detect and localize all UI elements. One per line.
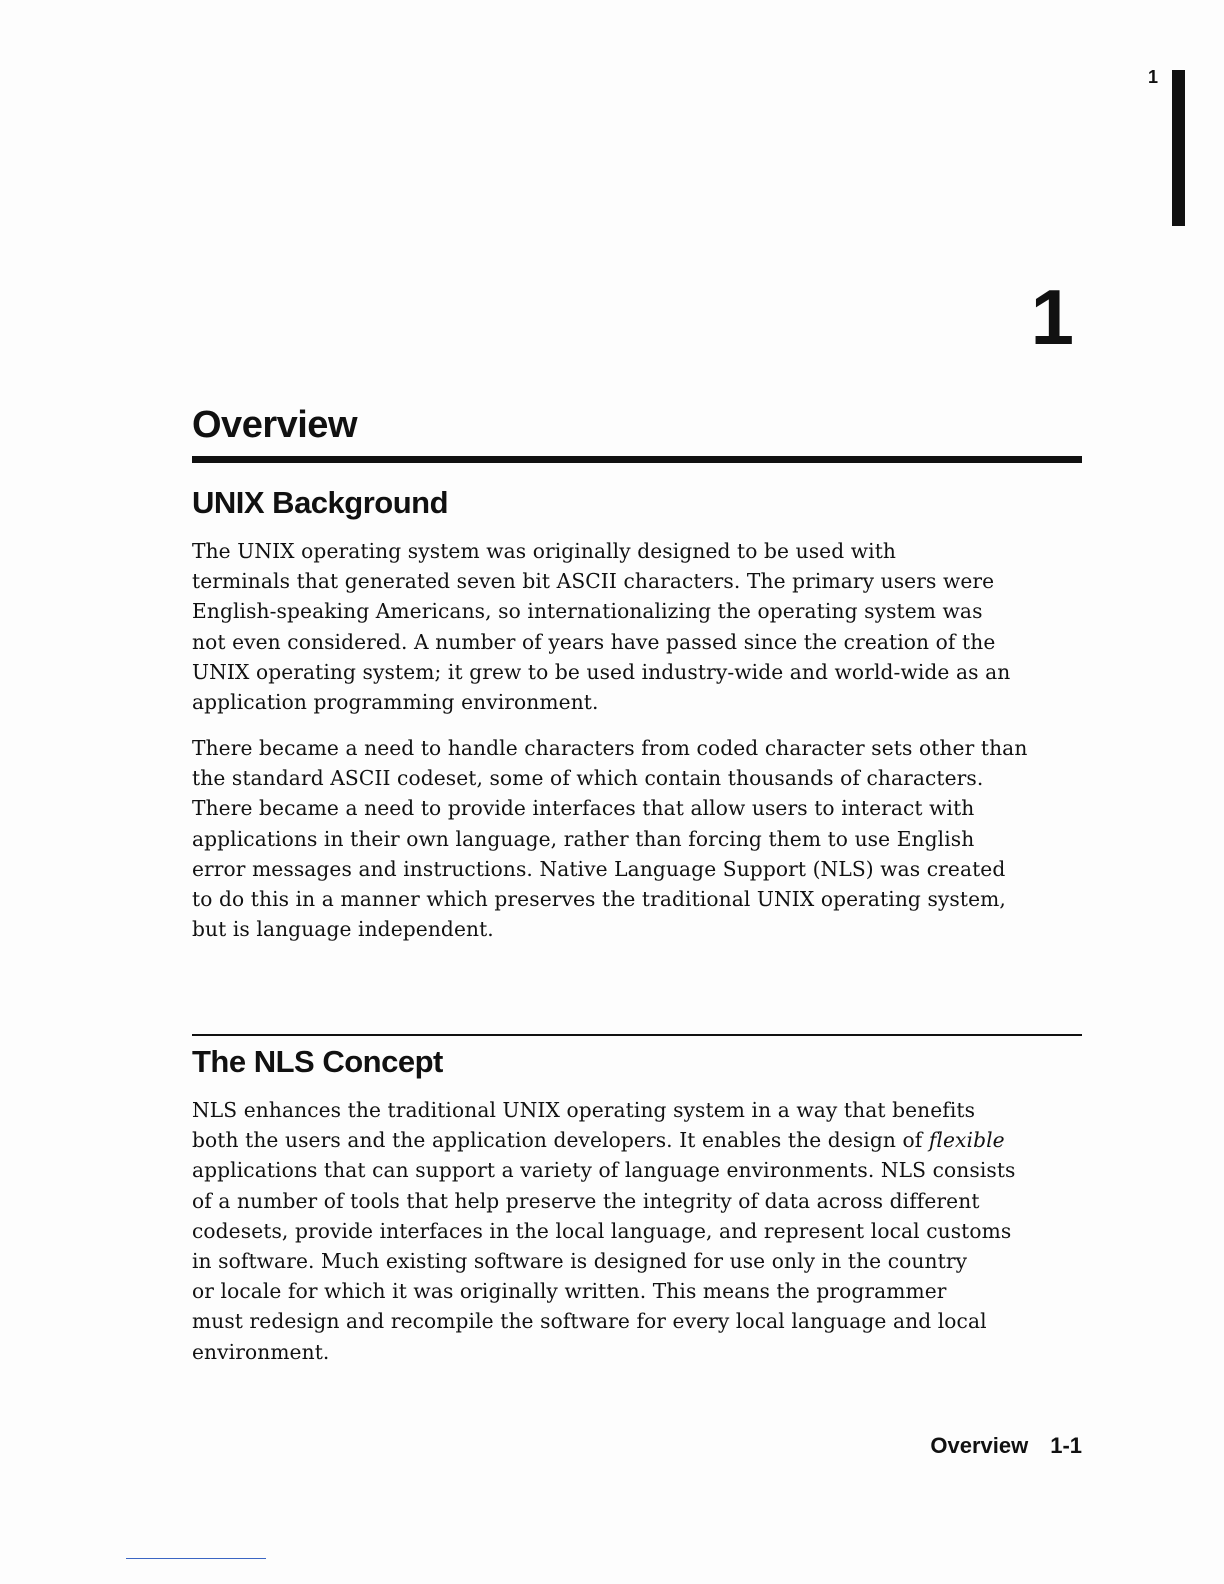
section-heading-nls-concept: The NLS Concept [192,1044,443,1079]
page-number: 1-1 [1050,1433,1082,1458]
text-line: There became a need to provide interfaces that allow users to interact with [192,796,975,821]
text-line: of a number of tools that help preserve the integrity of data across different [192,1188,980,1213]
text-line: codesets, provide interfaces in the local language, and represent local customs [192,1218,1012,1243]
text-line: or locale for which it was originally written. This means the programmer [192,1279,947,1304]
emphasis-text: flexible [928,1128,1005,1153]
text-line: applications that can support a variety of language environments. NLS consists [192,1158,1016,1183]
text-line [192,1125,1087,1155]
footer-section-name: Overview [930,1433,1029,1458]
text-line: applications in their own language, rather than forcing them to use English [192,826,975,851]
text-line: in software. Much existing software is designed for use only in the country [192,1249,968,1274]
chapter-title: Overview [192,404,357,446]
paragraph [192,733,1087,944]
text-line: UNIX operating system; it grew to be used industry-wide and world-wide as an [192,659,1011,684]
thumb-tab-bar [1172,70,1185,226]
chapter-title-rule [192,456,1082,463]
text-line: NLS enhances the traditional UNIX operating system in a way that benefits [192,1098,976,1122]
text-line: environment. [192,1339,330,1364]
text-line: but is language independent. [192,917,494,942]
bottom-edge-mark [126,1558,266,1559]
text-line: the standard ASCII codeset, some of which contain thousands of characters. [192,766,984,791]
text-line: application programming environment. [192,690,599,715]
text-line: There became a need to handle characters from coded character sets other than [192,736,1028,760]
paragraph [192,536,1087,717]
paragraph [192,1095,1087,1367]
section-heading-unix-background: UNIX Background [192,485,449,520]
text-line: not even considered. A number of years have passed since the creation of the [192,629,996,654]
text-line: must redesign and recompile the software for every local language and local [192,1309,987,1334]
section-rule [192,1034,1082,1036]
chapter-number: 1 [1030,273,1074,361]
text-line: English-speaking Americans, so internationalizing the operating system was [192,599,983,624]
text-line-part: both the users and the application developers. It enables the design of [192,1128,923,1153]
text-line: error messages and instructions. Native Language Support (NLS) was created [192,856,1006,881]
thumb-tab-number: 1 [1148,67,1159,87]
text-line: The UNIX operating system was originally designed to be used with [192,539,897,563]
page-footer [930,1432,1082,1460]
text-line: to do this in a manner which preserves the traditional UNIX operating system, [192,887,1006,912]
text-line: terminals that generated seven bit ASCII characters. The primary users were [192,569,995,594]
